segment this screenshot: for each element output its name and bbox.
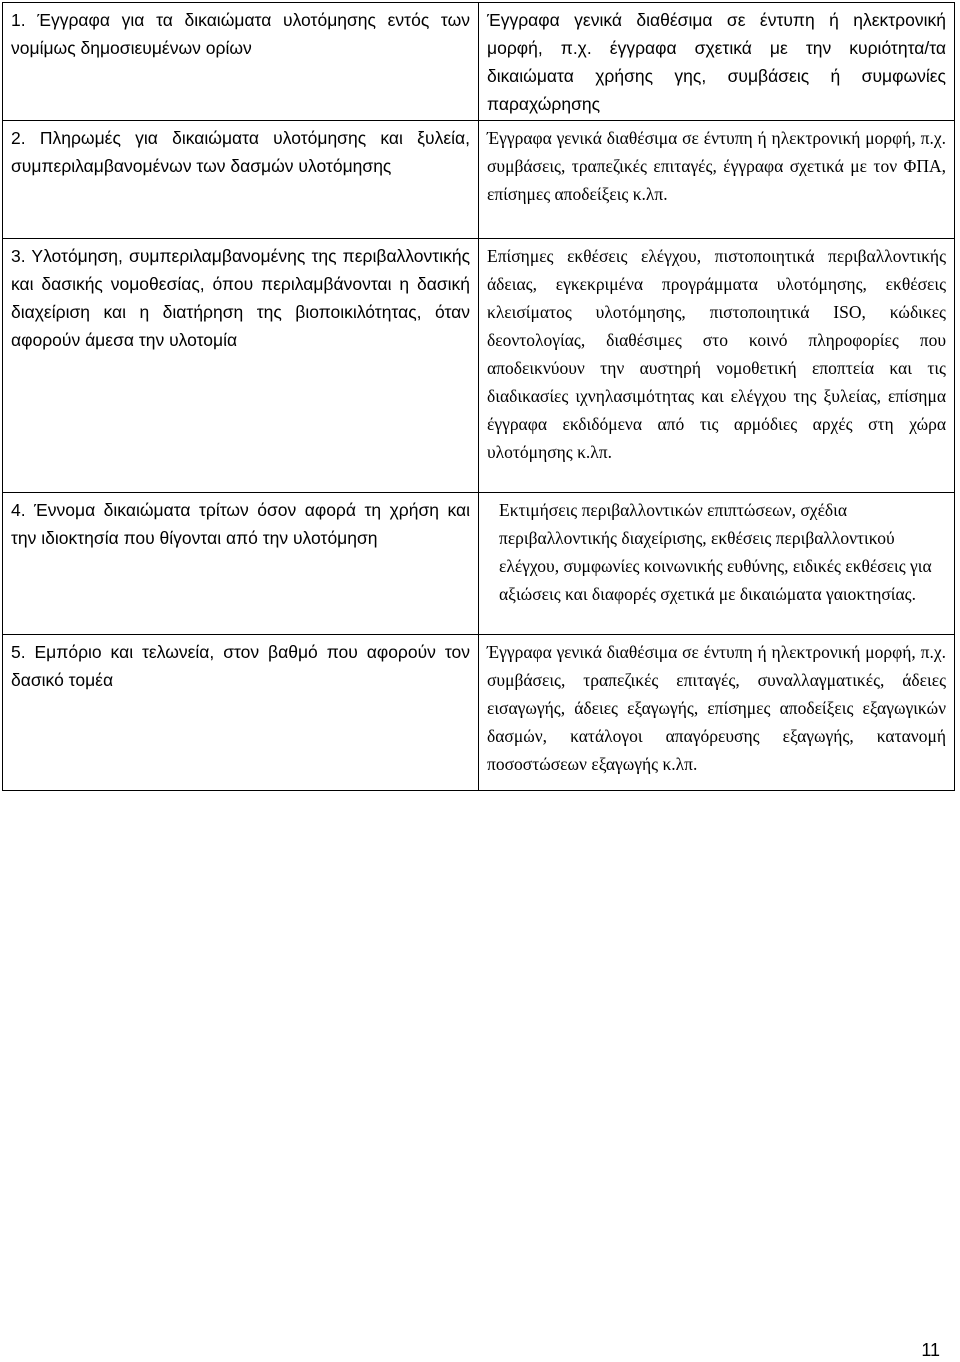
table-row <box>3 493 955 635</box>
table-row <box>3 3 955 121</box>
evidence-cell <box>479 121 955 239</box>
requirement-cell: 3. Υλοτόμηση, συμπεριλαμβανομένης της περιβαλλοντικής και δασικής νομοθεσίας, όπου περιλαμβάνονται η δασική διαχείριση και η διατήρηση της βιοποικιλότητας, όταν αφορούν άμεσα την υλοτομία <box>3 239 479 493</box>
evidence-text: ΦΠΑ, επίσημες αποδείξεις κ.λπ. <box>487 156 946 204</box>
requirement-cell: 4. Έννομα δικαιώματα τρίτων όσον αφορά τη χρήση και την ιδιοκτησία που θίγονται από την υλοτόμηση <box>3 493 479 635</box>
evidence-cell: Εκτιμήσεις περιβαλλοντικών επιπτώσεων, σχέδια περιβαλλοντικής διαχείρισης, εκθέσεις περιβαλλοντικού ελέγχου, συμφωνίες κοινωνικής ευθύνης, ειδικές εκθέσεις για αξιώσεις και διαφορές σχετικά με δικαιώματα γαιοκτησίας. <box>479 493 955 635</box>
table-row <box>3 635 955 791</box>
evidence-cell: Έγγραφα γενικά διαθέσιμα σε έντυπη ή ηλεκτρονική μορφή, π.χ. έγγραφα σχετικά με την κυριότητα/τα δικαιώματα χρήσης γης, συμβάσεις ή συμφωνίες παραχώρησης <box>479 3 955 121</box>
table-row <box>3 121 955 239</box>
page-number: 11 <box>921 1340 940 1360</box>
table-row <box>3 239 955 493</box>
requirements-table <box>2 2 955 791</box>
requirement-cell: 2. Πληρωμές για δικαιώματα υλοτόμησης και ξυλεία, συμπεριλαμβανομένων των δασμών υλοτόμησης <box>3 121 479 239</box>
requirement-cell: 5. Εμπόριο και τελωνεία, στον βαθμό που αφορούν τον δασικό τομέα <box>3 635 479 791</box>
requirement-cell: 1. Έγγραφα για τα δικαιώματα υλοτόμησης εντός των νομίμως δημοσιευμένων ορίων <box>3 3 479 121</box>
evidence-cell: Επίσημες εκθέσεις ελέγχου, πιστοποιητικά περιβαλλοντικής άδειας, εγκεκριμένα προγράμματα υλοτόμησης, εκθέσεις κλεισίματος υλοτόμησης, πιστοποιητικά ISO, κώδικες δεοντολογίας, διαθέσιμες στο κοινό πληροφορίες που αποδεικνύουν την αυστηρή νομοθετική εποπτεία και τις διαδικασίες ιχνηλασιμότητας και ελέγχου της ξυλείας, επίσημα έγγραφα εκδιδόμενα από τις αρμόδιες αρχές στη χώρα υλοτόμησης κ.λπ. <box>479 239 955 493</box>
evidence-cell: Έγγραφα γενικά διαθέσιμα σε έντυπη ή ηλεκτρονική μορφή, π.χ. συμβάσεις, τραπεζικές επιταγές, συναλλαγματικές, άδειες εισαγωγής, άδειες εξαγωγής, επίσημες αποδείξεις εξαγωγικών δασμών, κατάλογοι απαγόρευσης εξαγωγής, κατανομή ποσοστώσεων εξαγωγής κ.λπ. <box>479 635 955 791</box>
evidence-text: Έγγραφα γενικά διαθέσιμα σε έντυπη ή ηλεκτρονική μορφή, π.χ. συμβάσεις, τραπεζικές επιταγές, έγγραφα σχετικά με τον <box>487 128 946 176</box>
